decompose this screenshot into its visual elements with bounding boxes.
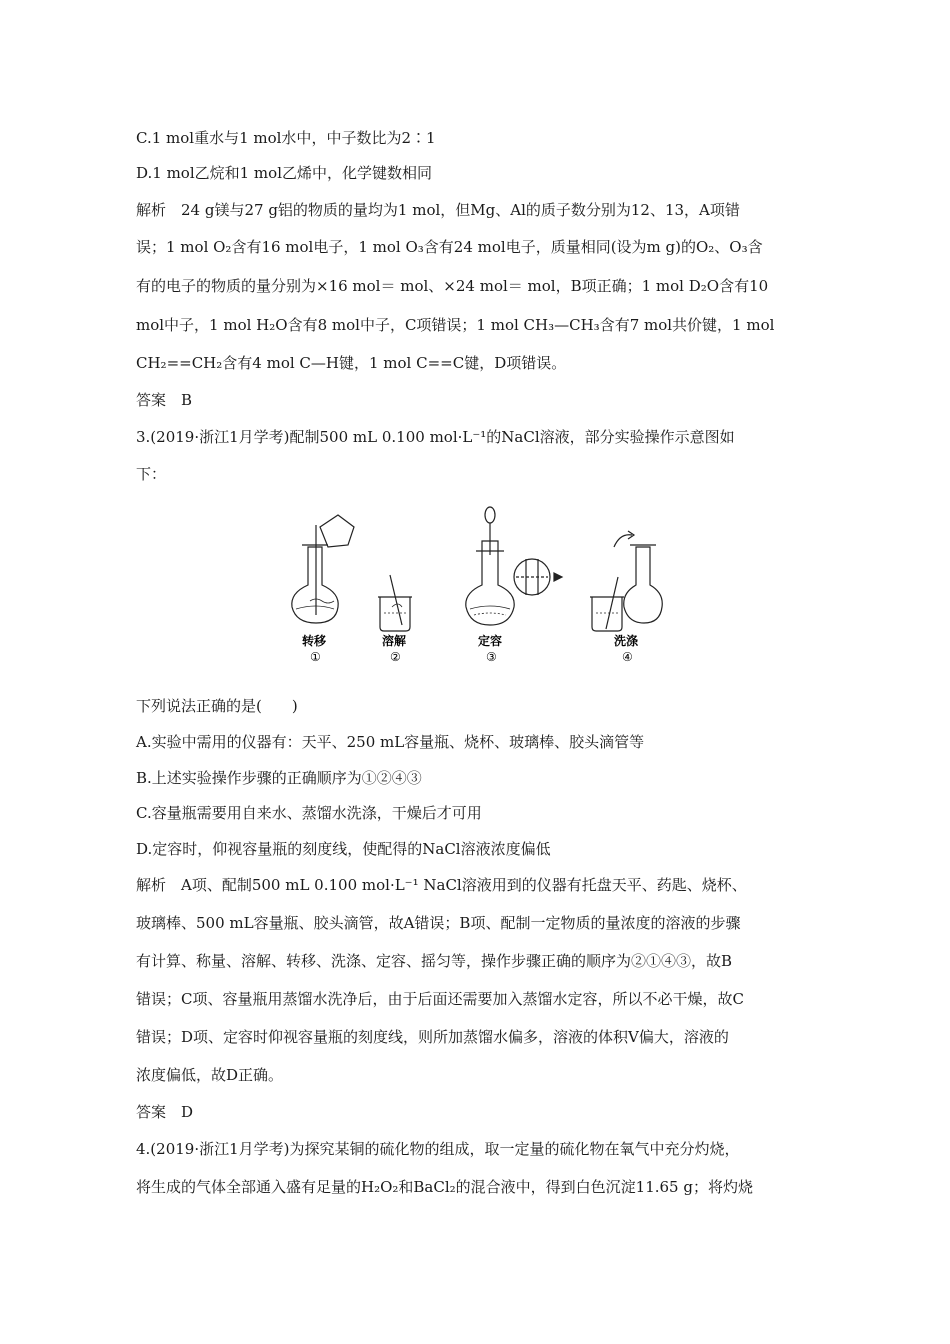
analysis-q3-line6: 浓度偏低，故D正确。 xyxy=(136,1066,284,1084)
analysis-q3-line4: 错误；C项、容量瓶用蒸馏水洗净后，由于后面还需要加入蒸馏水定容，所以不必干燥，故C xyxy=(136,990,744,1008)
analysis-q2-line4: mol中子，1 mol H₂O含有8 mol中子，C项错误；1 mol CH₃—CH₃含有7 mol共价键，1 mol xyxy=(136,316,775,334)
analysis-q2-line1: 解析 24 g镁与27 g铝的物质的量均为1 mol，但Mg、Al的质子数分别为12、13，A项错 xyxy=(136,201,740,219)
answer-q3: 答案 D xyxy=(136,1103,194,1121)
question-3-line1: 3.(2019·浙江1月学考)配制500 mL 0.100 mol·L⁻¹的NaCl溶液，部分实验操作示意图如 xyxy=(136,428,735,446)
analysis-q3-line3: 有计算、称量、溶解、转移、洗涤、定容、摇匀等，操作步骤正确的顺序为②①④③，故B xyxy=(136,952,733,970)
analysis-q3-line5: 错误；D项、定容时仰视容量瓶的刻度线，则所加蒸馏水偏多，溶液的体积V偏大，溶液的 xyxy=(136,1028,729,1046)
option-b-q3: B.上述实验操作步骤的正确顺序为①②④③ xyxy=(136,769,422,787)
lab-procedure-figure xyxy=(280,505,670,665)
option-c-q3: C.容量瓶需要用自来水、蒸馏水洗涤，干燥后才可用 xyxy=(136,804,482,822)
step-number-2: ② xyxy=(390,650,401,664)
step-label-washing: 洗涤 xyxy=(614,634,639,648)
analysis-q2-line3: 有的电子的物质的量分别为×16 mol＝ mol、×24 mol＝ mol，B项正确；1 mol D₂O含有10 xyxy=(136,277,769,295)
step-number-1: ① xyxy=(310,650,321,664)
question-4-line2: 将生成的气体全部通入盛有足量的H₂O₂和BaCl₂的混合液中，得到白色沉淀11.65 g；将灼烧 xyxy=(136,1178,753,1196)
step-label-constant-volume: 定容 xyxy=(478,634,503,648)
washing-apparatus xyxy=(590,531,662,631)
dissolve-apparatus xyxy=(378,575,412,631)
question-3-line2: 下： xyxy=(136,465,167,483)
step-number-4: ④ xyxy=(622,650,633,664)
step-number-3: ③ xyxy=(486,650,497,664)
step-label-dissolve: 溶解 xyxy=(382,634,407,648)
constant-volume-apparatus xyxy=(466,507,562,625)
transfer-apparatus xyxy=(292,515,354,623)
analysis-q2-line2: 误；1 mol O₂含有16 mol电子，1 mol O₃含有24 mol电子，质量相同(设为m g)的O₂、O₃含 xyxy=(136,238,763,256)
option-d-q2: D.1 mol乙烷和1 mol乙烯中，化学键数相同 xyxy=(136,164,432,182)
option-a-q3: A.实验中需用的仪器有：天平、250 mL容量瓶、烧杯、玻璃棒、胶头滴管等 xyxy=(136,733,645,751)
option-d-q3: D.定容时，仰视容量瓶的刻度线，使配得的NaCl溶液浓度偏低 xyxy=(136,840,551,858)
analysis-q3-line2: 玻璃棒、500 mL容量瓶、胶头滴管，故A错误；B项、配制一定物质的量浓度的溶液的步骤 xyxy=(136,914,741,932)
option-c-q2: C.1 mol重水与1 mol水中，中子数比为2∶1 xyxy=(136,129,436,147)
analysis-q2-line5: CH₂==CH₂含有4 mol C—H键，1 mol C==C键，D项错误。 xyxy=(136,354,567,372)
step-label-transfer: 转移 xyxy=(302,634,327,648)
answer-q2: 答案 B xyxy=(136,391,193,409)
analysis-q3-line1: 解析 A项、配制500 mL 0.100 mol·L⁻¹ NaCl溶液用到的仪器有托盘天平、药匙、烧杯、 xyxy=(136,876,747,894)
question-3-prompt: 下列说法正确的是( ) xyxy=(136,697,298,715)
question-4-line1: 4.(2019·浙江1月学考)为探究某铜的硫化物的组成，取一定量的硫化物在氧气中充分灼烧， xyxy=(136,1140,740,1158)
